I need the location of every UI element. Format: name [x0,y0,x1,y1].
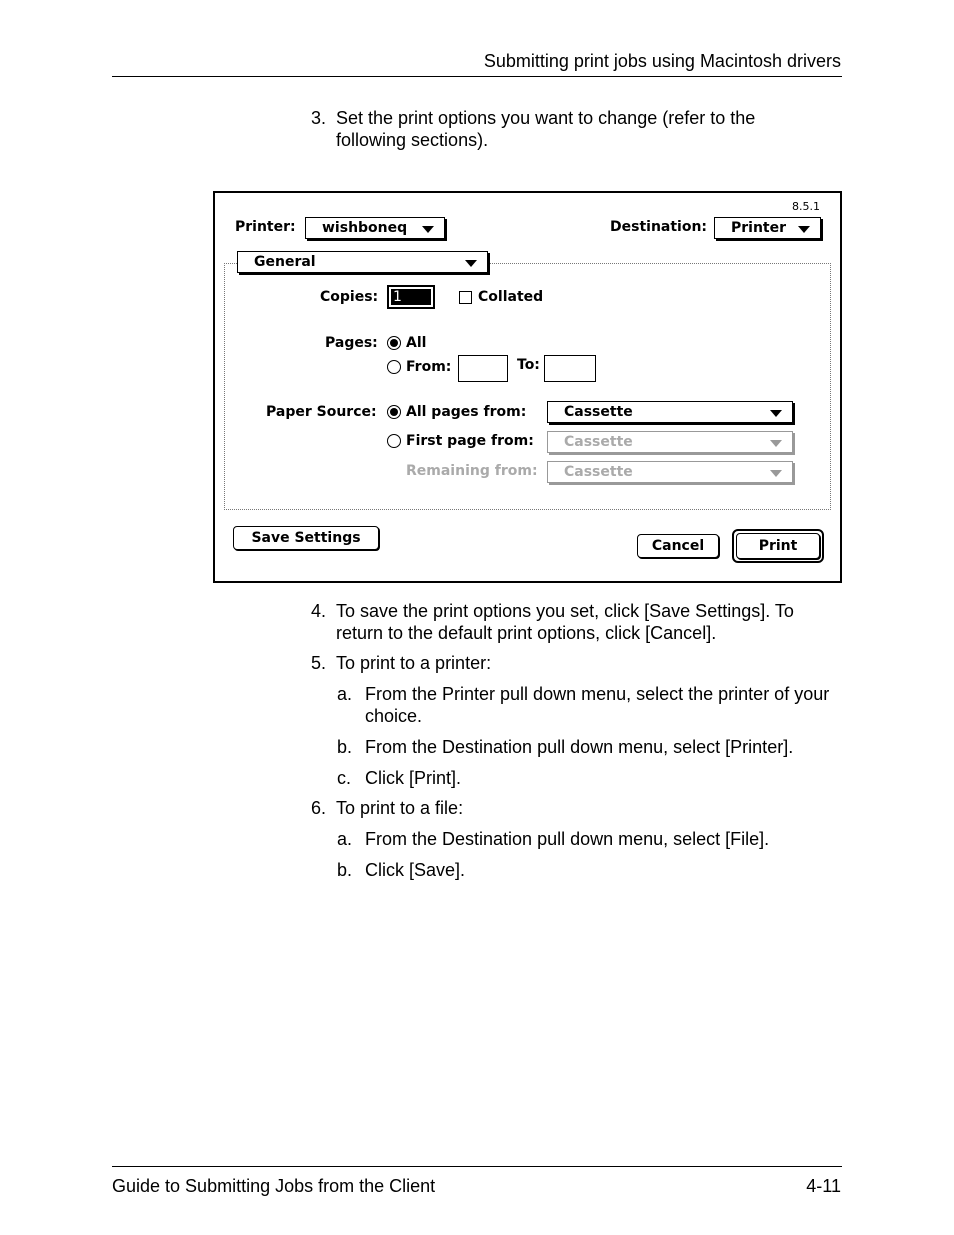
all-pages-popup-value: Cassette [564,404,633,420]
pages-from-label: From: [406,359,452,375]
panel-popup[interactable] [237,251,488,273]
step-5a [337,683,842,727]
copies-value: 1 [391,289,431,305]
step-number: 4. [311,601,327,621]
chevron-down-icon [770,470,782,477]
first-page-from-label: First page from: [406,433,534,449]
step-text: Set the print options you want to change (refer to the following sections). [336,108,756,150]
printer-popup[interactable] [305,217,445,239]
print-button-face[interactable] [736,533,820,559]
step-number: 3. [311,108,327,128]
step-6a [337,828,842,850]
print-dialog [213,191,842,583]
substep-letter: a. [337,684,353,704]
first-page-radio[interactable] [387,434,401,448]
step-number: 5. [311,653,327,673]
footer-rule [112,1166,842,1167]
step-6b [337,859,842,881]
pages-to-label: To: [517,357,540,373]
pages-to-field[interactable] [544,355,596,382]
substep-letter: c. [337,768,352,788]
substep-letter: a. [337,829,353,849]
step-text: To print to a file: [336,798,464,818]
copies-field[interactable] [387,285,435,309]
substep-text: From the Destination pull down menu, select [Printer]. [365,737,794,757]
copies-label: Copies: [320,289,379,305]
pages-label: Pages: [325,335,378,351]
chevron-down-icon [465,260,477,267]
all-pages-popup[interactable] [547,401,793,423]
paper-source-label: Paper Source: [266,404,377,420]
header-rule [112,76,842,77]
step-text: To save the print options you set, click [Save Settings]. To return to the default print options, click [Cancel]. [336,601,794,643]
destination-label: Destination: [610,219,708,235]
substep-text: Click [Print]. [365,768,462,788]
footer-title: Guide to Submitting Jobs from the Client [112,1176,436,1196]
substep-letter: b. [337,860,353,880]
chevron-down-icon [770,440,782,447]
collated-label: Collated [478,289,544,305]
step-6 [311,797,841,819]
destination-popup[interactable] [714,217,821,239]
running-header: Submitting print jobs using Macintosh drivers [483,51,841,71]
first-page-popup [547,431,793,453]
remaining-popup-value: Cassette [564,464,633,480]
remaining-popup [547,461,793,483]
step-number: 6. [311,798,327,818]
page-number: 4-11 [806,1176,841,1196]
chevron-down-icon [422,226,434,233]
remaining-from-label: Remaining from: [406,463,538,479]
step-4 [311,600,841,644]
cancel-label: Cancel [651,538,705,554]
first-page-popup-value: Cassette [564,434,633,450]
pages-from-radio[interactable] [387,360,401,374]
pages-from-field[interactable] [458,355,508,382]
panel-popup-value: General [254,254,316,270]
pages-all-label: All [406,335,427,351]
step-3 [311,107,831,151]
collated-checkbox[interactable] [459,291,472,304]
print-button[interactable] [732,529,824,563]
destination-popup-value: Printer [731,220,787,236]
all-pages-from-label: All pages from: [406,404,527,420]
substep-letter: b. [337,737,353,757]
step-5b [337,736,842,758]
chevron-down-icon [798,226,810,233]
print-label: Print [758,538,798,554]
all-pages-radio[interactable] [387,405,401,419]
substep-text: From the Printer pull down menu, select the printer of your choice. [365,684,830,726]
cancel-button[interactable] [637,534,719,558]
save-settings-label: Save Settings [251,530,361,546]
save-settings-button[interactable] [233,526,379,550]
version-label: 8.5.1 [792,200,820,213]
step-5c [337,767,842,789]
chevron-down-icon [770,410,782,417]
pages-all-radio[interactable] [387,336,401,350]
substep-text: Click [Save]. [365,860,466,880]
substep-text: From the Destination pull down menu, select [File]. [365,829,770,849]
step-text: To print to a printer: [336,653,492,673]
printer-popup-value: wishboneq [322,220,408,236]
step-5 [311,652,841,674]
printer-label: Printer: [235,219,296,235]
